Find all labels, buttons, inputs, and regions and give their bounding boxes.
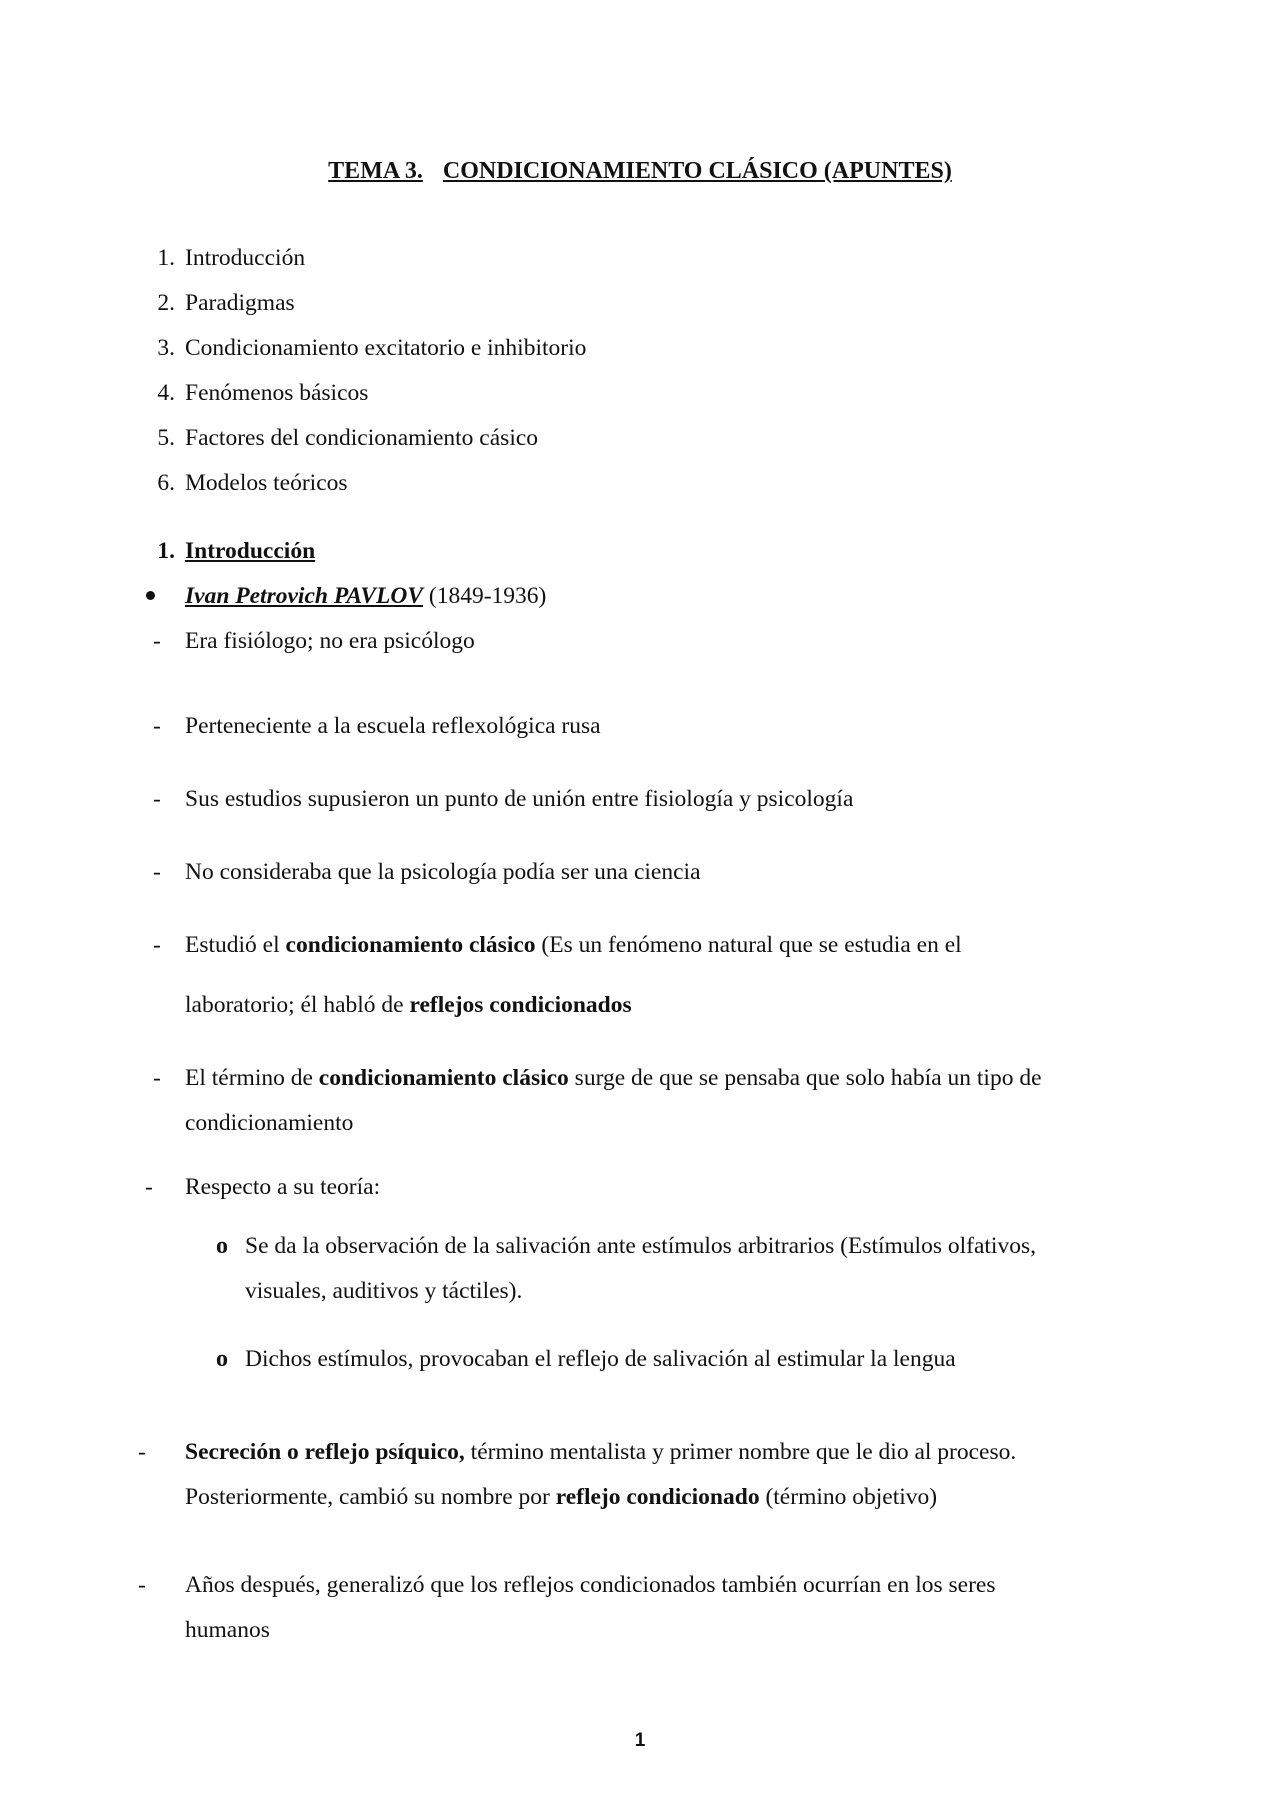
list-item: [185, 930, 962, 960]
text-run: término mentalista y primer nombre que le dio al proceso.: [464, 1439, 1017, 1465]
dash-marker: -: [153, 628, 161, 654]
bold-term: condicionamiento clásico: [285, 932, 536, 958]
dash-marker: -: [153, 1065, 161, 1091]
text-run: Posteriormente, cambió su nombre por: [185, 1484, 556, 1510]
title-part2: CONDICIONAMIENTO CLÁSICO (APUNTES): [442, 158, 952, 184]
section-number: 1.: [157, 538, 175, 564]
text-run: surge de que se pensaba que solo había un tipo de: [568, 1065, 1042, 1091]
sub-list-item: Dichos estímulos, provocaban el reflejo de salivación al estimular la lengua: [245, 1346, 956, 1372]
pavlov-line: [185, 581, 546, 611]
toc-num: 6.: [157, 470, 175, 496]
text-run: (Es un fenómeno natural que se estudia en el: [535, 932, 962, 958]
list-item: Sus estudios supusieron un punto de unión entre fisiología y psicología: [185, 786, 854, 812]
list-item: Años después, generalizó que los reflejos condicionados también ocurrían en los seres: [185, 1572, 996, 1598]
dash-marker: -: [138, 1572, 146, 1598]
sub-list-item: Se da la observación de la salivación ante estímulos arbitrarios (Estímulos olfativos,: [245, 1233, 1036, 1259]
bold-term: reflejos condicionados: [409, 992, 632, 1018]
toc-item: Paradigmas: [185, 290, 295, 316]
list-item: Era fisiólogo; no era psicólogo: [185, 628, 475, 654]
list-item: [185, 1437, 1016, 1467]
dash-marker: -: [153, 786, 161, 812]
sub-bullet-marker: o: [216, 1346, 228, 1372]
text-run: laboratorio; él habló de: [185, 992, 410, 1018]
text-run: (término objetivo): [759, 1484, 938, 1510]
bullet-dot-icon: [146, 591, 155, 600]
toc-num: 2.: [157, 290, 175, 316]
pavlov-name: Ivan Petrovich PAVLOV: [185, 583, 424, 609]
section-heading: Introducción: [185, 538, 316, 564]
text-run: Estudió el: [185, 932, 286, 958]
toc-item: Condicionamiento excitatorio e inhibitorio: [185, 335, 587, 361]
bold-term: condicionamiento clásico: [318, 1065, 569, 1091]
dash-marker: -: [153, 713, 161, 739]
bold-term: reflejo condicionado: [555, 1484, 760, 1510]
pavlov-years: (1849-1936): [428, 583, 547, 609]
toc-num: 5.: [157, 425, 175, 451]
list-item: Perteneciente a la escuela reflexológica rusa: [185, 713, 601, 739]
toc-item: Introducción: [185, 245, 306, 271]
sub-list-item-continuation: visuales, auditivos y táctiles).: [245, 1278, 523, 1304]
list-item: [185, 1063, 1042, 1093]
dash-marker: -: [138, 1439, 146, 1465]
toc-num: 3.: [157, 335, 175, 361]
toc-num: 4.: [157, 380, 175, 406]
toc-item: Fenómenos básicos: [185, 380, 369, 406]
page-number: 1: [634, 1730, 646, 1751]
list-item-continuation: [185, 990, 632, 1020]
dash-marker: -: [153, 859, 161, 885]
toc-item: Factores del condicionamiento cásico: [185, 425, 539, 451]
list-item: No consideraba que la psicología podía ser una ciencia: [185, 859, 701, 885]
dash-marker: -: [145, 1174, 153, 1200]
text-run: El término de: [185, 1065, 319, 1091]
list-item-continuation: condicionamiento: [185, 1110, 354, 1136]
list-item-continuation: humanos: [185, 1617, 270, 1643]
list-item-continuation: [185, 1482, 937, 1512]
list-item: Respecto a su teoría:: [185, 1174, 381, 1200]
sub-bullet-marker: o: [216, 1233, 228, 1259]
title-part1: TEMA 3.: [328, 158, 423, 184]
toc-item: Modelos teóricos: [185, 470, 348, 496]
page-title: [0, 158, 1280, 185]
dash-marker: -: [153, 932, 161, 958]
bold-term: Secreción o reflejo psíquico,: [185, 1439, 465, 1465]
toc-num: 1.: [157, 245, 175, 271]
